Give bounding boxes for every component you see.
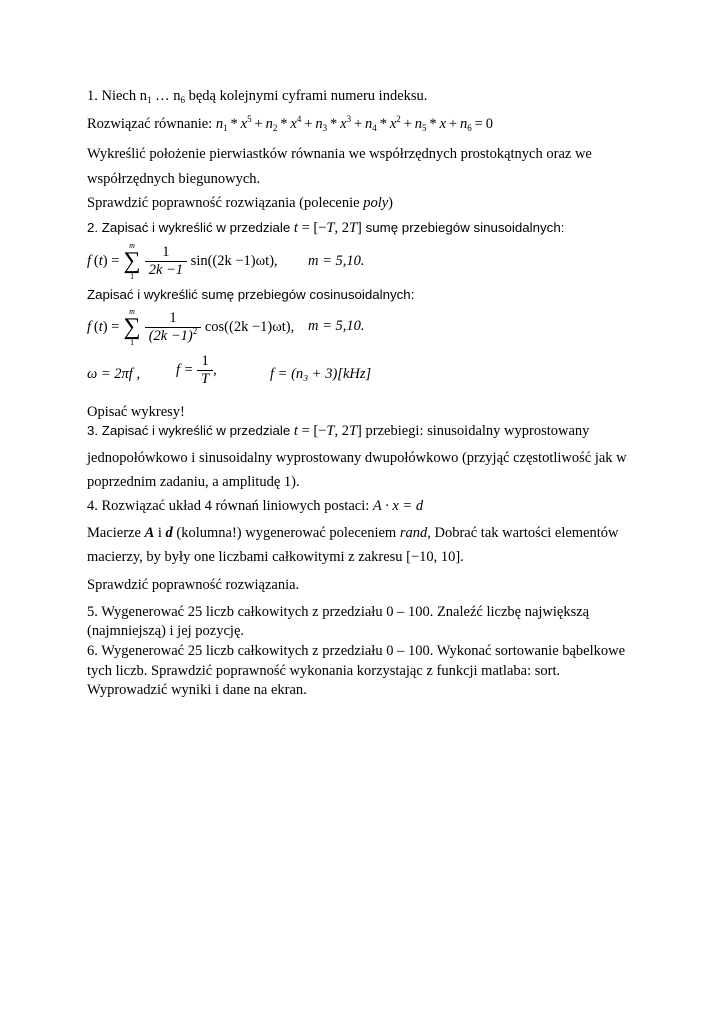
subscript: 6 bbox=[180, 95, 185, 105]
cos-m-values: m = 5,10. bbox=[308, 318, 365, 334]
task1-line3: Wykreślić położenie pierwiastków równania we współrzędnych prostokątnych oraz we bbox=[87, 146, 592, 162]
sin-m-values: m = 5,10. bbox=[308, 253, 365, 269]
task5-line1: 5. Wygenerować 25 liczb całkowitych z przedziału 0 – 100. Znaleźć liczbę największą bbox=[87, 604, 590, 620]
task1-line5 bbox=[87, 194, 393, 212]
task3-line1 bbox=[87, 422, 589, 440]
matrix-A: A bbox=[144, 525, 155, 541]
omega-formula: ω = 2πf , bbox=[87, 366, 141, 382]
interval-formula: t = [−T, 2T] bbox=[293, 220, 362, 236]
task1-line4: współrzędnych biegunowych. bbox=[87, 171, 261, 187]
task1-line1 bbox=[87, 87, 427, 105]
text: macierzy, by były one liczbami całkowitymi z zakresu bbox=[87, 549, 407, 565]
text: , Dobrać tak wartości elementów bbox=[427, 525, 619, 541]
command-name: rand bbox=[399, 525, 428, 541]
task2-line1 bbox=[87, 219, 564, 237]
cos-term: cos((2k −1)ωt), bbox=[204, 318, 295, 335]
task3-line2: jednopołówkowo i sinusoidalny wyprostowany dwupołówkowo (przyjąć częstotliwość jak w bbox=[87, 450, 627, 466]
text: przebiegi: sinusoidalny wyprostowany bbox=[361, 423, 590, 439]
vector-d: d bbox=[165, 525, 173, 541]
fraction bbox=[145, 310, 202, 345]
f-khz-formula: f = (n₃ + 3)[kHz] bbox=[270, 366, 372, 382]
text: 2. Zapisać i wykreślić w przedziale bbox=[87, 220, 294, 235]
numerator: 1 bbox=[169, 309, 177, 326]
text: 3. Zapisać i wykreślić w przedziale bbox=[87, 423, 294, 438]
f-period-formula: f = $\frac{1}{T}$ , bbox=[176, 353, 217, 387]
sum-lower-limit: 1 bbox=[130, 272, 135, 281]
task3-line3: poprzednim zadaniu, a amplitudę 1). bbox=[87, 474, 300, 490]
text: ) bbox=[388, 195, 393, 211]
linear-system-formula: A · x = d bbox=[372, 498, 424, 514]
command-name: poly bbox=[363, 195, 389, 211]
polynomial-equation: $n_1 * x^5 + n_2 * x^4 + n_3 * x^3 + n_4 * x^2 + n_5 * x + n_6 = 0$ bbox=[215, 114, 493, 133]
range-formula: [−10, 10] bbox=[406, 549, 461, 565]
equation-label: Rozwiązać równanie: bbox=[87, 116, 213, 132]
text: . bbox=[460, 549, 464, 565]
numerator: 1 bbox=[201, 353, 209, 369]
text: i bbox=[154, 525, 166, 541]
cos-sum-formula: f (t) = m ∑ 1 $\frac{1}{(2k -1)^2}$ cos((2k −1)ωt), bbox=[87, 307, 295, 347]
numerator: 1 bbox=[162, 243, 170, 260]
denominator: T bbox=[197, 370, 213, 388]
denominator: 2k −1 bbox=[145, 261, 187, 279]
task4-line1 bbox=[87, 497, 423, 515]
fraction bbox=[145, 244, 187, 279]
task4-line4: Sprawdzić poprawność rozwiązania. bbox=[87, 577, 300, 593]
text: 4. Rozwiązać układ 4 równań liniowych postaci: bbox=[87, 498, 373, 514]
sum-upper-limit: m bbox=[129, 241, 135, 250]
f-equals: f = bbox=[176, 362, 194, 378]
task4-line3 bbox=[87, 548, 464, 566]
task5-line2: (najmniejszą) i jej pozycję. bbox=[87, 623, 245, 639]
task2-cos-line: Zapisać i wykreślić sumę przebiegów cosinusoidalnych: bbox=[87, 287, 415, 302]
task1-equation-line bbox=[87, 115, 493, 133]
subscript: 1 bbox=[147, 95, 152, 105]
task6-line1: 6. Wygenerować 25 liczb całkowitych z przedziału 0 – 100. Wykonać sortowanie bąbelkowe bbox=[87, 643, 626, 659]
text: 1. Niech n bbox=[87, 88, 147, 104]
sigma-symbol: m ∑ 1 bbox=[123, 307, 141, 347]
task6-line2: tych liczb. Sprawdzić poprawność wykonania korzystając z funkcji matlaba: sort. bbox=[87, 663, 561, 679]
text: (kolumna!) wygenerować poleceniem bbox=[172, 525, 400, 541]
text: Sprawdzić poprawność rozwiązania (polecenie bbox=[87, 195, 364, 211]
text: sumę przebiegów sinusoidalnych: bbox=[361, 220, 565, 235]
text: Macierze bbox=[87, 525, 145, 541]
interval-formula: t = [−T, 2T] bbox=[293, 423, 362, 439]
sigma-symbol: m ∑ 1 bbox=[123, 241, 141, 281]
task4-line2 bbox=[87, 524, 619, 542]
sin-sum-formula: f (t) = m ∑ 1 $\frac{1}{2k -1}$ sin((2k −1)ωt), bbox=[87, 241, 278, 281]
task2-opisac: Opisać wykresy! bbox=[87, 404, 185, 420]
text: … n bbox=[151, 88, 181, 104]
denominator: $(2k -1)^2$ bbox=[145, 327, 202, 345]
task6-line3: Wyprowadzić wyniki i dane na ekran. bbox=[87, 682, 307, 698]
text: będą kolejnymi cyframi numeru indeksu. bbox=[185, 88, 428, 104]
sin-term: sin((2k −1)ωt), bbox=[190, 252, 278, 269]
fraction bbox=[197, 353, 213, 388]
